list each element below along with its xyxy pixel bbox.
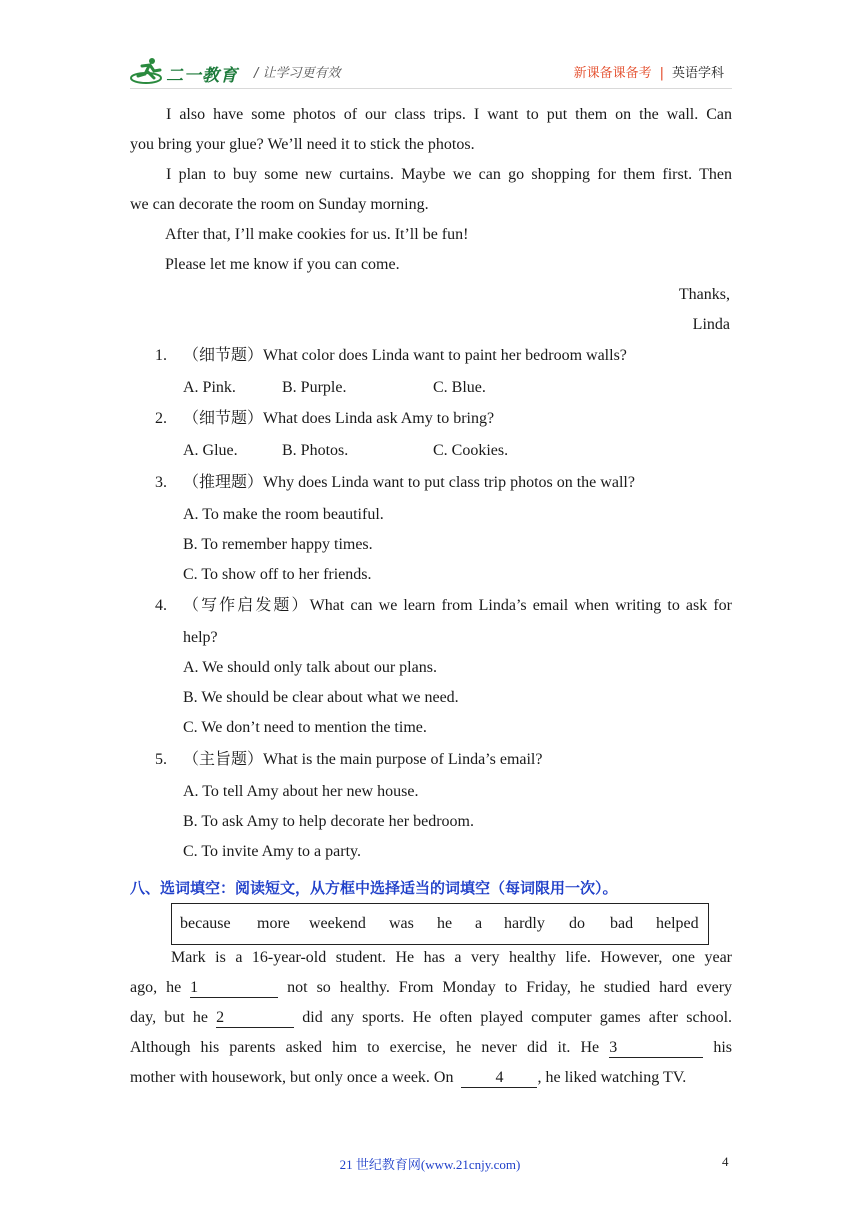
- passage-line-3: [130, 1008, 732, 1028]
- question-1-number: 1.: [155, 347, 167, 364]
- letter-p1-line2: you bring your glue? We’ll need it to stick the photos.: [130, 136, 475, 153]
- question-4-option-a: A. We should only talk about our plans.: [183, 659, 437, 676]
- blank-1[interactable]: 1: [190, 979, 278, 998]
- passage-line-4: [130, 1038, 732, 1058]
- word-bank-item: was: [389, 915, 414, 932]
- question-4-option-b: B. We should be clear about what we need.: [183, 689, 459, 706]
- header-subject-label: 英语学科: [671, 66, 724, 81]
- question-3-text: （推理题）Why does Linda want to put class trip photos on the wall?: [183, 474, 635, 491]
- question-3-option-b: B. To remember happy times.: [183, 536, 373, 553]
- question-2-option-c: C. Cookies.: [433, 442, 509, 459]
- blank-4[interactable]: 4: [461, 1069, 537, 1088]
- letter-p2-line1: [130, 165, 732, 185]
- runner-logo-icon: [130, 56, 166, 86]
- passage-line-1: [130, 948, 732, 968]
- question-1-option-a: A. Pink.: [183, 379, 236, 396]
- question-4-option-c: C. We don’t need to mention the time.: [183, 719, 427, 736]
- question-1-text: （细节题）What color does Linda want to paint her bedroom walls?: [183, 347, 627, 364]
- word-bank-item: weekend: [309, 915, 366, 932]
- word-bank-item: hardly: [504, 915, 545, 932]
- header-separator: |: [659, 66, 664, 81]
- letter-p4: Please let me know if you can come.: [165, 256, 400, 273]
- word-bank-item: bad: [610, 915, 634, 932]
- letter-signature: Linda: [692, 316, 730, 333]
- blank-2[interactable]: 2: [216, 1009, 294, 1028]
- question-4-text-line2: help?: [183, 629, 218, 646]
- blank-3[interactable]: 3: [609, 1039, 703, 1058]
- word-bank-item: because: [180, 915, 231, 932]
- passage-text: , he liked watching TV.: [537, 1069, 687, 1086]
- page-number: 4: [722, 1154, 729, 1169]
- word-bank-item: do: [569, 915, 585, 932]
- passage-text: day, but he: [130, 1009, 208, 1026]
- footer-site: 21 世纪教育网(www.21cnjy.com): [339, 1157, 521, 1172]
- question-2-text: （细节题）What does Linda ask Amy to bring?: [183, 410, 495, 427]
- letter-closing: Thanks,: [678, 286, 730, 303]
- question-2-number: 2.: [155, 410, 167, 427]
- question-5-option-a: A. To tell Amy about her new house.: [183, 783, 419, 800]
- question-3-number: 3.: [155, 474, 167, 491]
- question-2-option-b: B. Photos.: [282, 442, 349, 459]
- passage-text: not so healthy. From Monday to Friday, he studied hard every: [287, 979, 733, 996]
- question-2-option-a: A. Glue.: [183, 442, 238, 459]
- question-4-text-line1: （写作启发题）What can we learn from Linda’s email when writing to ask for: [183, 597, 732, 614]
- question-3-option-a: A. To make the room beautiful.: [183, 506, 384, 523]
- word-bank-item: he: [437, 915, 453, 932]
- letter-text: I also have some photos of our class trips. I want to put them on the wall. Can: [166, 106, 732, 123]
- passage-text: his: [713, 1039, 732, 1056]
- passage-text: Although his parents asked him to exercise, he never did it. He: [130, 1039, 600, 1056]
- question-1-option-c: C. Blue.: [433, 379, 486, 396]
- passage-text: mother with housework, but only once a week. On: [130, 1069, 454, 1086]
- question-5-number: 5.: [155, 751, 167, 768]
- question-1-option-b: B. Purple.: [282, 379, 347, 396]
- passage-line-5: [130, 1068, 686, 1088]
- letter-p1-line1: [130, 105, 732, 125]
- passage-line-2: [130, 978, 732, 998]
- word-bank-box: [171, 903, 709, 945]
- logo: [130, 56, 242, 86]
- word-bank-item: helped: [656, 915, 699, 932]
- passage-text: Mark is a 16-year-old student. He has a very healthy life. However, one year: [171, 949, 732, 966]
- header-subject: [574, 62, 724, 81]
- logo-text: 二一教育: [166, 66, 238, 86]
- question-3-option-c: C. To show off to her friends.: [183, 566, 372, 583]
- section-heading: 八、选词填空：阅读短文，从方框中选择适当的词填空（每词限用一次）。: [130, 879, 618, 897]
- header-course-label: 新课备课备考: [573, 66, 652, 81]
- passage-text: did any sports. He often played computer games after school.: [302, 1009, 733, 1026]
- letter-text: I plan to buy some new curtains. Maybe we can go shopping for them first. Then: [166, 166, 732, 183]
- passage-text: ago, he: [130, 979, 182, 996]
- word-bank-item: a: [475, 915, 483, 932]
- letter-p3: After that, I’ll make cookies for us. It’ll be fun!: [165, 226, 469, 243]
- question-5-option-c: C. To invite Amy to a party.: [183, 843, 361, 860]
- question-4-number: 4.: [155, 597, 167, 614]
- header-divider: [130, 88, 732, 89]
- slogan: / 让学习更有效: [254, 66, 341, 81]
- question-5-option-b: B. To ask Amy to help decorate her bedroom.: [183, 813, 474, 830]
- question-5-text: （主旨题）What is the main purpose of Linda’s email?: [183, 751, 543, 768]
- page-header: [130, 56, 730, 86]
- word-bank-item: more: [257, 915, 290, 932]
- letter-p2-line2: we can decorate the room on Sunday morning.: [130, 196, 429, 213]
